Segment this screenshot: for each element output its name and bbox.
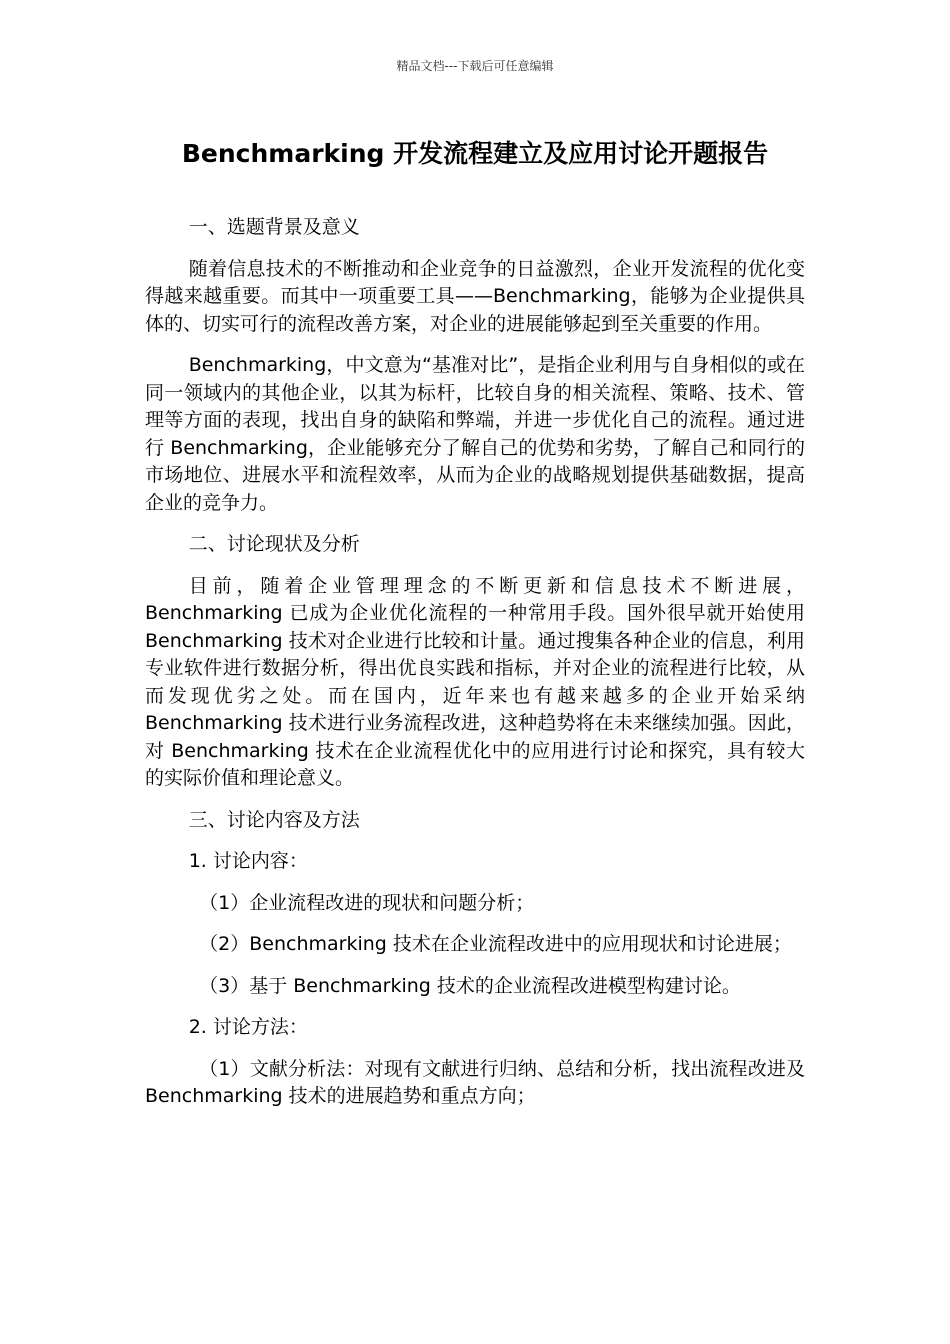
- paragraph-background-1: 随着信息技术的不断推动和企业竞争的日益激烈，企业开发流程的优化变得越来越重要。而其中一项重要工具——Benchmarking，能够为企业提供具体的、切实可行的流程改善方案，对企业的进展能够起到至关重要的作用。: [145, 257, 805, 335]
- list-item: （3）基于 Benchmarking 技术的企业流程改进模型构建讨论。: [199, 974, 741, 997]
- subsection-label-content: 1. 讨论内容：: [188, 850, 308, 872]
- list-item: （1）文献分析法：对现有文献进行归纳、总结和分析，找出流程改进及 Benchmarking 技术的进展趋势和重点方向；: [145, 1057, 805, 1107]
- section-heading-content-method: 三、讨论内容及方法: [188, 808, 360, 831]
- subsection-label-method: 2. 讨论方法：: [188, 1016, 308, 1038]
- list-item: （2）Benchmarking 技术在企业流程改进中的应用现状和讨论进展；: [199, 933, 792, 955]
- paragraph-background-2: Benchmarking，中文意为“基准对比”，是指企业利用与自身相似的或在同一领域内的其他企业，以其为标杆，比较自身的相关流程、策略、技术、管理等方面的表现，找出自身的缺陷和弊端，并进一步优化自己的流程。通过进行 Benchmarking，企业能够充分了解自己的优势和劣势，了解自己和同行的市场地位、进展水平和流程效率，从而为企业的战略规划提供基础数据，提高企业的竞争力。: [145, 354, 805, 514]
- header-note: 精品文档---下载后可任意编辑: [396, 59, 554, 73]
- document-body: [145, 214, 805, 1125]
- paragraph-status-1: 目前，随着企业管理理念的不断更新和信息技术不断进展，Benchmarking 已成为企业优化流程的一种常用手段。国外很早就开始使用 Benchmarking 技术对企业进行比较和计量。通过搜集各种企业的信息，利用专业软件进行数据分析，得出优良实践和指标，并对企业的流程进行比较，从而发现优劣之处。而在国内，近年来也有越来越多的企业开始采纳 Benchmarking 技术进行业务流程改进，这种趋势将在未来继续加强。因此，对 Benchmarking 技术在企业流程优化中的应用进行讨论和探究，具有较大的实际价值和理论意义。: [145, 574, 805, 789]
- section-heading-background: 一、选题背景及意义: [188, 216, 360, 238]
- list-item: （1）企业流程改进的现状和问题分析；: [199, 891, 535, 914]
- section-heading-status: 二、讨论现状及分析: [188, 533, 360, 555]
- document-title: Benchmarking 开发流程建立及应用讨论开题报告: [181, 139, 769, 168]
